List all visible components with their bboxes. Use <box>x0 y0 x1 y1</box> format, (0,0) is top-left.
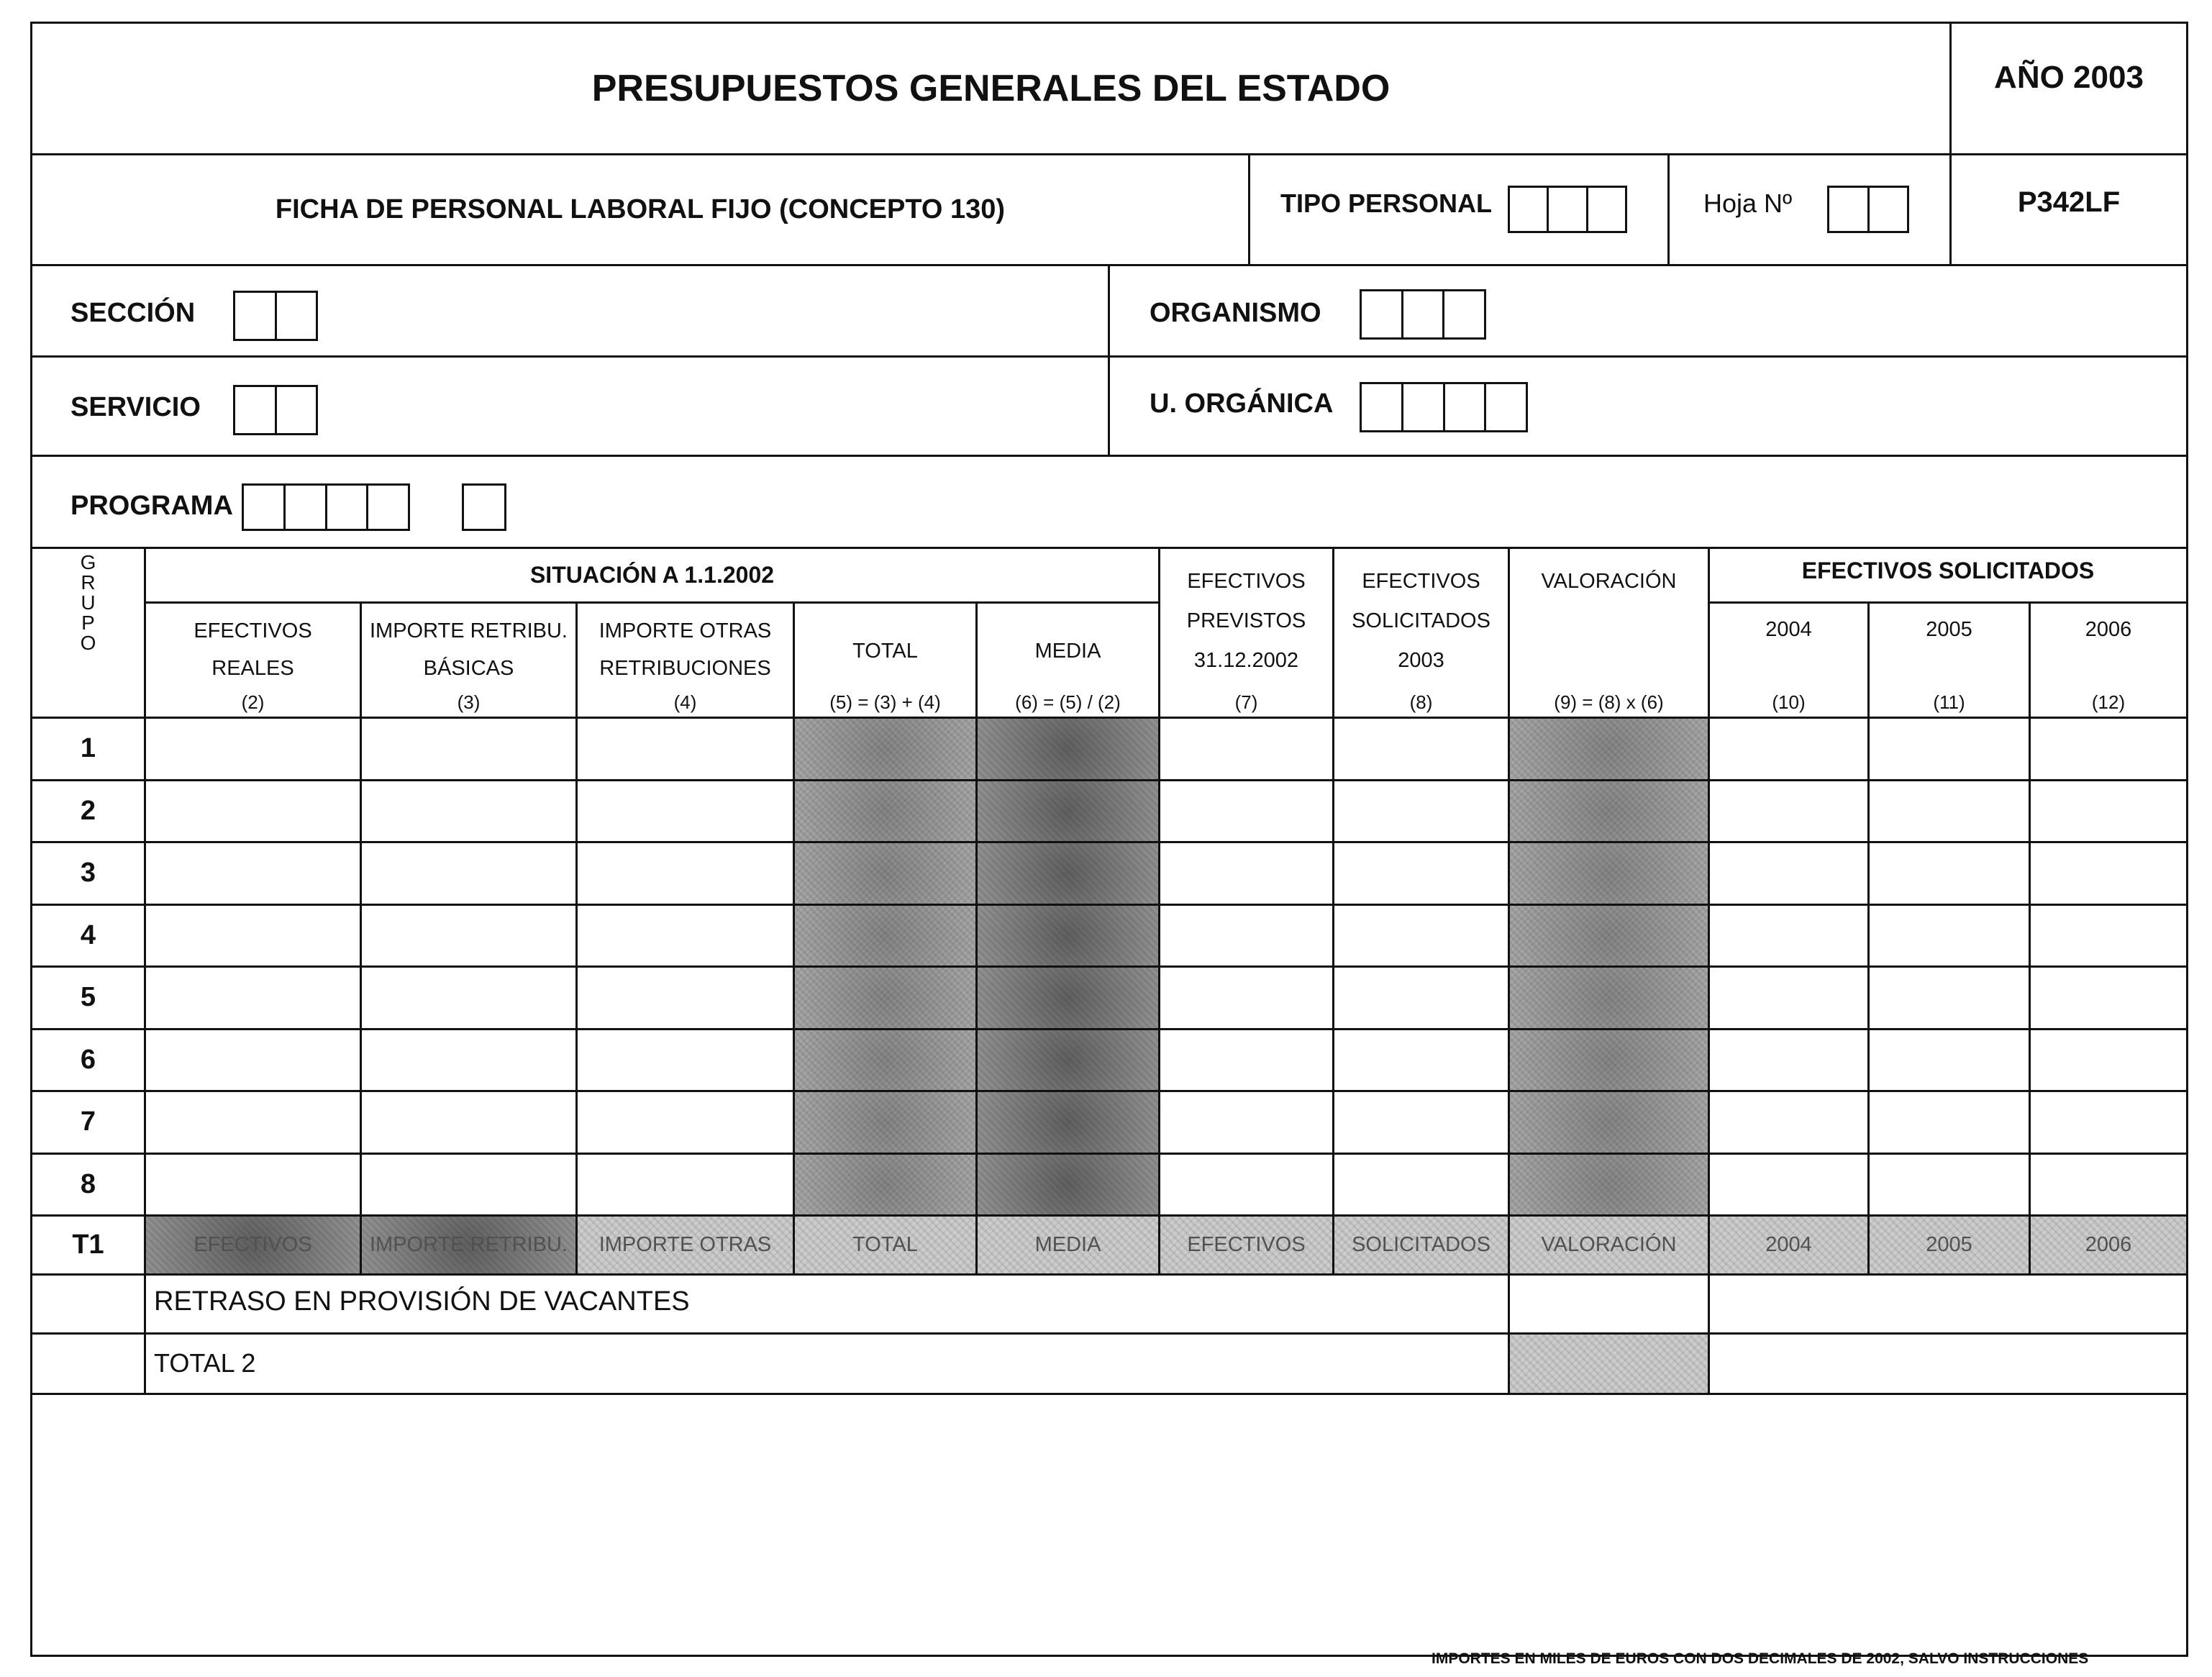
shaded-cell <box>978 968 1158 1028</box>
input-cell[interactable] <box>1710 719 1867 779</box>
shaded-cell <box>795 906 975 966</box>
input-cell[interactable] <box>1870 781 2029 842</box>
column-header-label: MEDIA <box>1034 640 1101 663</box>
u-organica-field[interactable] <box>1360 382 1528 432</box>
input-cell[interactable] <box>1710 1092 1867 1153</box>
seccion-digit[interactable] <box>277 293 317 339</box>
tipo-personal-digit[interactable] <box>1588 188 1625 231</box>
input-cell[interactable] <box>1334 781 1508 842</box>
input-cell[interactable] <box>2031 781 2186 842</box>
column-number: (3) <box>457 691 481 713</box>
shaded-cell <box>978 1030 1158 1091</box>
efectivos-solicitados-header: EFECTIVOS SOLICITADOS <box>1801 557 2095 583</box>
u-organica-label: U. ORGÁNICA <box>1150 388 1334 419</box>
organismo-digit[interactable] <box>1444 291 1484 337</box>
shaded-cell <box>978 843 1158 904</box>
column-header-label: IMPORTE OTRAS RETRIBUCIONES <box>598 619 772 680</box>
shaded-cell <box>795 781 975 842</box>
table-rule <box>575 601 578 1273</box>
shaded-cell <box>1510 1155 1708 1215</box>
input-cell[interactable] <box>1710 843 1867 904</box>
input-cell[interactable] <box>1710 1155 1867 1215</box>
input-cell[interactable] <box>146 843 360 904</box>
shaded-cell <box>1510 1030 1708 1091</box>
input-cell[interactable] <box>1160 719 1332 779</box>
column-number: (6) = (5) / (2) <box>1015 691 1121 713</box>
situacion-header: SITUACIÓN A 1.1.2002 <box>529 562 775 588</box>
input-cell[interactable] <box>1710 906 1867 966</box>
column-header <box>1870 604 2029 714</box>
total-cell: IMPORTE OTRAS <box>578 1217 793 1273</box>
input-cell[interactable] <box>1334 1030 1508 1091</box>
column-header-label: TOTAL <box>852 640 918 663</box>
table-rule <box>30 1393 2186 1395</box>
total-cell: VALORACIÓN <box>1510 1217 1708 1273</box>
input-cell[interactable] <box>578 968 793 1028</box>
input-cell[interactable] <box>1334 1155 1508 1215</box>
organismo-digit[interactable] <box>1403 291 1445 337</box>
table-rule <box>793 601 795 1273</box>
input-cell[interactable] <box>1160 1155 1332 1215</box>
input-cell[interactable] <box>362 1092 575 1153</box>
shaded-cell <box>1510 719 1708 779</box>
input-cell[interactable] <box>578 719 793 779</box>
total-cell: 2006 <box>2031 1217 2186 1273</box>
input-cell[interactable] <box>578 1092 793 1153</box>
input-cell[interactable] <box>2031 906 2186 966</box>
shaded-cell <box>795 1030 975 1091</box>
group-row-label: 8 <box>80 1168 96 1199</box>
column-number: (9) = (8) x (6) <box>1554 691 1664 713</box>
servicio-field[interactable] <box>233 385 318 435</box>
shaded-cell <box>1510 968 1708 1028</box>
programa-extra-field[interactable] <box>462 483 506 531</box>
input-cell[interactable] <box>146 1092 360 1153</box>
column-number: (11) <box>1933 691 1965 713</box>
total-cell: TOTAL <box>795 1217 975 1273</box>
table-rule <box>1708 547 1710 1273</box>
servicio-digit[interactable] <box>277 387 317 433</box>
input-cell[interactable] <box>578 781 793 842</box>
shaded-cell <box>1510 781 1708 842</box>
column-header-label: IMPORTE RETRIBU. BÁSICAS <box>370 619 568 680</box>
table-rule <box>30 1332 2186 1335</box>
u-organica-digit[interactable] <box>1445 384 1487 430</box>
u-organica-digit[interactable] <box>1403 384 1445 430</box>
total-cell: 2005 <box>1870 1217 2029 1273</box>
retraso-valoracion-cell[interactable] <box>1510 1276 1708 1332</box>
table-rule <box>1332 547 1334 1273</box>
column-number: (2) <box>241 691 265 713</box>
input-cell[interactable] <box>362 719 575 779</box>
u-organica-digit[interactable] <box>1362 384 1403 430</box>
input-cell[interactable] <box>1870 719 2029 779</box>
organismo-label: ORGANISMO <box>1150 298 1321 328</box>
input-cell[interactable] <box>362 1030 575 1091</box>
column-header-label: 2005 <box>1926 618 1972 641</box>
programa-digit[interactable] <box>327 486 369 529</box>
organismo-field[interactable] <box>1360 289 1486 340</box>
footer-note: IMPORTES EN MILES DE EUROS CON DOS DECIMALES DE 2002, SALVO INSTRUCCIONES <box>1432 1650 2089 1667</box>
shaded-cell <box>1510 843 1708 904</box>
table-rule <box>1508 547 1510 1273</box>
hoja-field[interactable] <box>1827 186 1909 233</box>
input-cell[interactable] <box>362 781 575 842</box>
column-header <box>1160 549 1332 714</box>
hoja-digit[interactable] <box>1870 188 1908 231</box>
input-cell[interactable] <box>1334 843 1508 904</box>
programa-label: PROGRAMA <box>70 491 233 521</box>
grupo-header <box>32 553 144 711</box>
tipo-personal-field[interactable] <box>1508 186 1627 233</box>
tipo-personal-label: TIPO PERSONAL <box>1280 188 1493 218</box>
input-cell[interactable] <box>1710 968 1867 1028</box>
input-cell[interactable] <box>1870 1030 2029 1091</box>
input-cell[interactable] <box>146 1030 360 1091</box>
shaded-cell <box>795 1092 975 1153</box>
table-rule <box>30 1273 2186 1276</box>
shaded-cell <box>795 1155 975 1215</box>
form-code: P342LF <box>2017 186 2121 218</box>
column-header-label: 2004 <box>1765 618 1812 641</box>
shaded-cell <box>795 843 975 904</box>
column-header <box>2031 604 2186 714</box>
shaded-cell <box>1510 1092 1708 1153</box>
table-rule <box>2029 601 2031 1273</box>
seccion-digit[interactable] <box>235 293 277 339</box>
grupo-letter: P <box>81 612 95 634</box>
input-cell[interactable] <box>1870 1155 2029 1215</box>
input-cell[interactable] <box>2031 843 2186 904</box>
shaded-cell <box>978 1155 1158 1215</box>
column-number: (4) <box>673 691 697 713</box>
shaded-cell <box>1510 906 1708 966</box>
input-cell[interactable] <box>1870 843 2029 904</box>
table-rule <box>360 601 362 1273</box>
servicio-label: SERVICIO <box>70 392 201 422</box>
input-cell[interactable] <box>1870 1092 2029 1153</box>
organismo-digit[interactable] <box>1362 291 1403 337</box>
input-cell[interactable] <box>1160 968 1332 1028</box>
programa-digit[interactable] <box>286 486 327 529</box>
input-cell[interactable] <box>1710 781 1867 842</box>
input-cell[interactable] <box>362 906 575 966</box>
input-cell[interactable] <box>1160 781 1332 842</box>
column-header <box>1710 604 1867 714</box>
input-cell[interactable] <box>1160 843 1332 904</box>
shaded-cell <box>795 968 975 1028</box>
column-header <box>1510 549 1708 714</box>
shaded-cell <box>978 906 1158 966</box>
year-label: AÑO 2003 <box>1994 60 2144 95</box>
group-row-label: 5 <box>80 982 96 1013</box>
input-cell[interactable] <box>1160 906 1332 966</box>
input-cell[interactable] <box>1334 1092 1508 1153</box>
input-cell[interactable] <box>578 1030 793 1091</box>
column-header <box>795 604 975 714</box>
shaded-cell <box>978 781 1158 842</box>
grupo-letter: G <box>80 551 96 573</box>
input-cell[interactable] <box>578 906 793 966</box>
column-header <box>1334 549 1508 714</box>
input-cell[interactable] <box>362 968 575 1028</box>
column-number: (12) <box>2091 691 2126 713</box>
programa-digit[interactable] <box>244 486 286 529</box>
group-row-label: 6 <box>80 1044 96 1075</box>
group-row-label: 2 <box>80 795 96 826</box>
u-organica-digit[interactable] <box>1486 384 1526 430</box>
input-cell[interactable] <box>1160 1092 1332 1153</box>
programa-field[interactable] <box>242 483 410 531</box>
input-cell[interactable] <box>146 1155 360 1215</box>
table-rule <box>1158 547 1160 1273</box>
grupo-letter: O <box>80 632 96 654</box>
total2-valoracion-cell <box>1510 1335 1708 1393</box>
input-cell[interactable] <box>146 719 360 779</box>
input-cell[interactable] <box>146 781 360 842</box>
hoja-label: Hoja Nº <box>1703 188 1793 218</box>
programa-extra-digit[interactable] <box>464 486 504 529</box>
shaded-cell <box>795 719 975 779</box>
input-cell[interactable] <box>1334 719 1508 779</box>
input-cell[interactable] <box>2031 719 2186 779</box>
column-header-label: 2006 <box>2085 618 2132 641</box>
input-cell[interactable] <box>362 843 575 904</box>
group-row-label: 7 <box>80 1106 96 1137</box>
column-header-label: EFECTIVOS REALES <box>194 619 312 680</box>
table-rule <box>144 547 146 1273</box>
shaded-cell <box>978 1092 1158 1153</box>
total2-label: TOTAL 2 <box>154 1348 256 1378</box>
programa-digit[interactable] <box>368 486 408 529</box>
grupo-letter: U <box>81 591 96 614</box>
input-cell[interactable] <box>1160 1030 1332 1091</box>
tipo-personal-digit[interactable] <box>1549 188 1588 231</box>
column-header-label: EFECTIVOS SOLICITADOS 2003 <box>1352 570 1490 672</box>
input-cell[interactable] <box>1710 1030 1867 1091</box>
table-rule <box>975 601 978 1273</box>
input-cell[interactable] <box>2031 1092 2186 1153</box>
column-header <box>978 604 1158 714</box>
total-cell: 2004 <box>1710 1217 1867 1273</box>
column-header <box>578 604 793 714</box>
tipo-personal-digit[interactable] <box>1510 188 1549 231</box>
servicio-digit[interactable] <box>235 387 277 433</box>
total-cell: SOLICITADOS <box>1334 1217 1508 1273</box>
form-title: FICHA DE PERSONAL LABORAL FIJO (CONCEPTO 130) <box>275 194 1006 224</box>
group-row-label: 3 <box>80 858 96 889</box>
seccion-label: SECCIÓN <box>70 298 196 328</box>
input-cell[interactable] <box>578 843 793 904</box>
input-cell[interactable] <box>146 968 360 1028</box>
seccion-field[interactable] <box>233 291 318 341</box>
input-cell[interactable] <box>578 1155 793 1215</box>
input-cell[interactable] <box>2031 1155 2186 1215</box>
total-cell: EFECTIVOS <box>1160 1217 1332 1273</box>
total-cell: IMPORTE RETRIBU. <box>362 1217 575 1273</box>
column-number: (7) <box>1234 691 1258 713</box>
input-cell[interactable] <box>2031 1030 2186 1091</box>
group-row-label: 4 <box>80 919 96 950</box>
total-row-label: T1 <box>72 1230 104 1260</box>
page-title: PRESUPUESTOS GENERALES DEL ESTADO <box>591 68 1391 109</box>
table-rule <box>1867 601 1870 1273</box>
input-cell[interactable] <box>1334 968 1508 1028</box>
grupo-letter: R <box>81 571 96 594</box>
group-row-label: 1 <box>80 733 96 764</box>
column-header-label: EFECTIVOS PREVISTOS 31.12.2002 <box>1186 570 1306 672</box>
column-header-label: VALORACIÓN <box>1541 570 1677 593</box>
retraso-label: RETRASO EN PROVISIÓN DE VACANTES <box>154 1286 690 1317</box>
input-cell[interactable] <box>146 906 360 966</box>
column-header <box>146 604 360 714</box>
input-cell[interactable] <box>1334 906 1508 966</box>
total-cell: EFECTIVOS <box>146 1217 360 1273</box>
column-number: (10) <box>1772 691 1806 713</box>
shaded-cell <box>978 719 1158 779</box>
table-rule <box>2186 547 2188 1273</box>
column-header <box>362 604 575 714</box>
input-cell[interactable] <box>1870 968 2029 1028</box>
hoja-digit[interactable] <box>1829 188 1870 231</box>
column-number: (8) <box>1409 691 1433 713</box>
input-cell[interactable] <box>2031 968 2186 1028</box>
input-cell[interactable] <box>1870 906 2029 966</box>
total-cell: MEDIA <box>978 1217 1158 1273</box>
column-number: (5) = (3) + (4) <box>829 691 941 713</box>
input-cell[interactable] <box>362 1155 575 1215</box>
